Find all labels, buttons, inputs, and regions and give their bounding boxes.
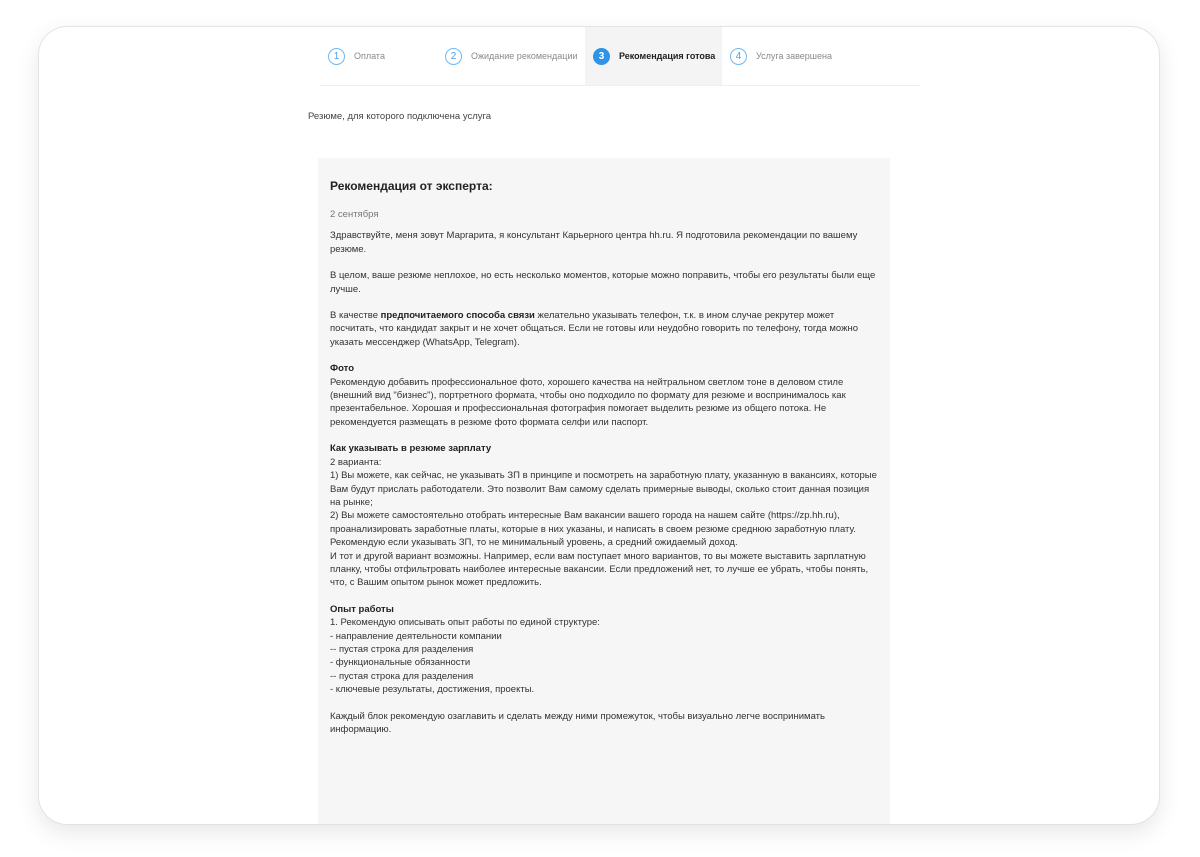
step-label: Рекомендация готова [619, 51, 716, 61]
greeting-paragraph: Здравствуйте, меня зовут Маргарита, я консультант Карьерного центра hh.ru. Я подготовила рекомендации по вашему резюме. [330, 230, 858, 255]
salary-section [330, 442, 878, 589]
step-number: 4 [730, 48, 747, 65]
browser-viewport [39, 27, 1159, 824]
step-label: Ожидание рекомендации [471, 51, 578, 61]
experience-line: -- пустая строка для разделения [330, 670, 474, 682]
salary-line: И тот и другой вариант возможны. Например, если вам поступает много вариантов, то вы можете выставить зарплатную планку, чтобы отфильтровать наиболее интересные вакансии. Если предложений нет, то лучше ее убрать, чтобы понять, что, с Вашим опытом рынок может предложить. [330, 550, 869, 589]
expert-recommendation-card [318, 158, 890, 824]
closing-paragraph: Каждый блок рекомендую озаглавить и сделать между ними промежуток, чтобы визуально легче воспринимать информацию. [330, 710, 825, 735]
step-label: Услуга завершена [756, 51, 832, 61]
recommendation-date: 2 сентября [330, 209, 379, 220]
resume-section-label: Резюме, для которого подключена услуга [308, 111, 492, 122]
service-progress-steps [320, 27, 920, 86]
salary-title: Как указывать в резюме зарплату [330, 443, 492, 455]
salary-line: 2) Вы можете самостоятельно отобрать интересные Вам вакансии вашего города на нашем сайте (https://zp.hh.ru), проанализировать заработные платы, которые в них указаны, и написать в своем резюме среднюю заработную плату. Рекомендую если указывать ЗП, то не минимальный уровень, а средний ожидаемый доход. [330, 510, 856, 549]
step-service-completed [730, 27, 832, 85]
contact-text: желательно указывать телефон, т.к. в ином случае рекрутер может посчитать, что кандидат закрыт и не хочет общаться. Если не готовы или неудобно говорить по телефону, тогда можно указать мессенджер (WhatsApp, Telegram). [330, 310, 858, 348]
step-recommendation-ready [585, 27, 722, 85]
experience-line: - направление деятельности компании [330, 630, 502, 642]
photo-section [330, 362, 878, 429]
step-number: 3 [593, 48, 610, 65]
step-number: 2 [445, 48, 462, 65]
experience-section [330, 603, 878, 697]
step-awaiting-recommendation [445, 27, 578, 85]
step-number: 1 [328, 48, 345, 65]
photo-title: Фото [330, 363, 355, 375]
recommendation-title: Рекомендация от эксперта: [330, 179, 493, 193]
experience-title: Опыт работы [330, 603, 394, 615]
salary-line: 1) Вы можете, как сейчас, не указывать ЗП в принципе и посмотреть на заработную плату, указанную в вакансиях, которые Вам будут прислать работодатели. Это позволит Вам самому сделать примерные выводы, сколько стоит данная позиция на рынке; [330, 470, 877, 508]
step-label: Оплата [354, 51, 385, 61]
experience-line: - функциональные обязанности [330, 657, 471, 669]
contact-emphasis: предпочитаемого способа связи [380, 310, 535, 322]
experience-line: 1. Рекомендую описывать опыт работы по единой структуре: [330, 617, 600, 629]
contact-prefix: В качестве [330, 310, 381, 322]
experience-line: - ключевые результаты, достижения, проекты. [330, 684, 535, 696]
contact-paragraph [330, 309, 878, 349]
photo-text: Рекомендую добавить профессиональное фото, хорошего качества на нейтральном светлом тоне в деловом стиле (внешний вид "бизнес"), портретного формата, чтобы оно подходило по формату для резюме и воспринималось как презентабельное. Хорошая и профессиональная фотография помогает выделить резюме из общего потока. Не рекомендуется размещать в резюме фото формата селфи или паспорт. [330, 376, 846, 428]
experience-line: -- пустая строка для разделения [330, 643, 474, 655]
step-payment [328, 27, 385, 85]
salary-line: 2 варианта: [330, 456, 382, 468]
overall-paragraph: В целом, ваше резюме неплохое, но есть несколько моментов, которые можно поправить, чтобы его результаты были еще лучше. [330, 270, 876, 295]
